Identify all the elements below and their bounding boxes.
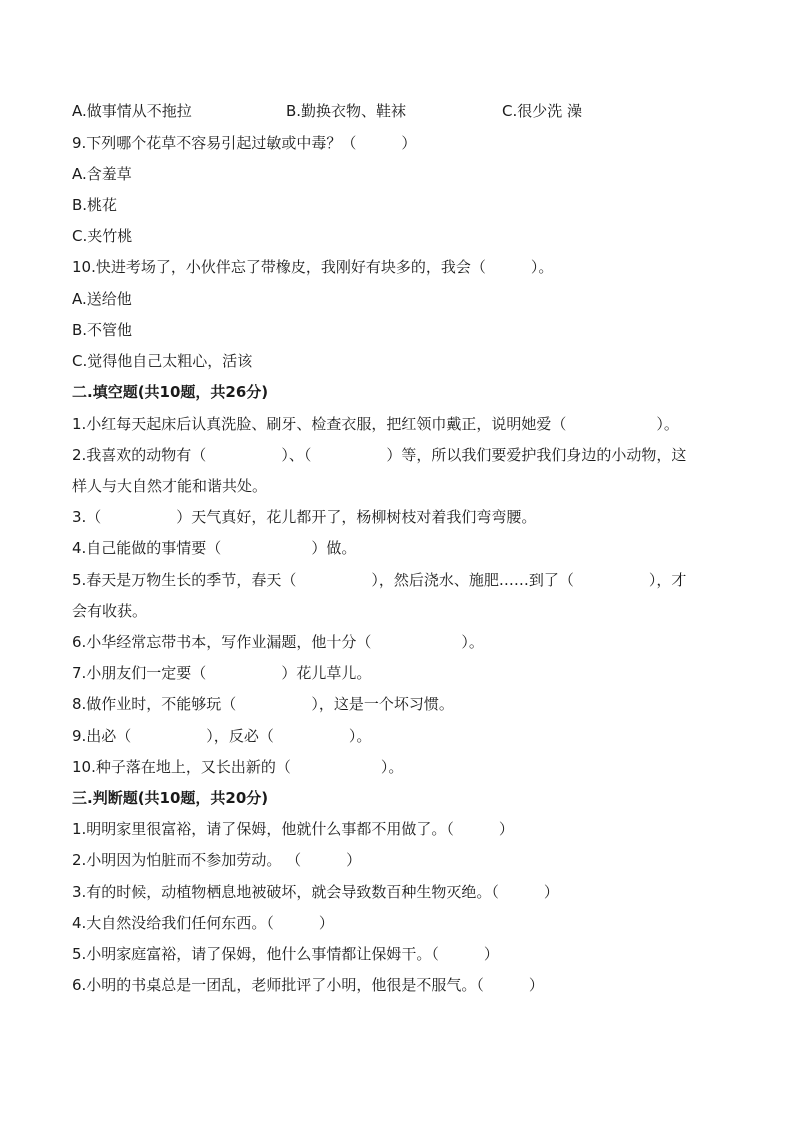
q9-option-b: B.桃花	[72, 196, 118, 214]
fill-q9: 9.出必（ ），反必（ ）。	[72, 727, 372, 745]
fill-q2-continued: 样人与大自然才能和谐共处。	[72, 477, 268, 495]
fill-q7: 7.小朋友们一定要（ ）花儿草儿。	[72, 664, 372, 682]
fill-q10: 10.种子落在地上，又长出新的（ ）。	[72, 758, 404, 776]
tf-q3: 3.有的时候，动植物栖息地被破坏，就会导致数百种生物灭绝。（ ）	[72, 883, 559, 901]
q10-question: 10.快进考场了，小伙伴忘了带橡皮，我刚好有块多的，我会（ ）。	[72, 258, 554, 276]
q8-option-b: B.勤换衣物、鞋袜	[286, 102, 407, 120]
fill-q5: 5.春天是万物生长的季节，春天（ ），然后浇水、施肥……到了（ ），才	[72, 571, 687, 589]
fill-q2: 2.我喜欢的动物有（ ）、（ ）等，所以我们要爱护我们身边的小动物，这	[72, 446, 687, 464]
fill-q1: 1.小红每天起床后认真洗脸、刷牙、检查衣服，把红领巾戴正，说明她爱（ ）。	[72, 415, 679, 433]
fill-q8: 8.做作业时，不能够玩（ ），这是一个坏习惯。	[72, 695, 454, 713]
section-heading-true-false: 三.判断题(共10题，共20分)	[72, 789, 269, 807]
q8-options-row	[72, 101, 724, 121]
tf-q4: 4.大自然没给我们任何东西。（ ）	[72, 914, 334, 932]
q10-option-c: C.觉得他自己太粗心，活该	[72, 352, 253, 370]
fill-q4: 4.自己能做的事情要（ ）做。	[72, 539, 357, 557]
q10-option-b: B.不管他	[72, 321, 133, 339]
q9-option-c: C.夹竹桃	[72, 227, 133, 245]
fill-q3: 3.（ ）天气真好，花儿都开了，杨柳树枝对着我们弯弯腰。	[72, 508, 537, 526]
fill-q5-continued: 会有收获。	[72, 602, 148, 620]
q8-option-c: C.很少洗 澡	[502, 102, 583, 120]
q9-question: 9.下列哪个花草不容易引起过敏或中毒？（ ）	[72, 134, 417, 152]
section-heading-fill-blank: 二.填空题(共10题，共26分)	[72, 383, 269, 401]
q10-option-a: A.送给他	[72, 290, 132, 308]
tf-q2: 2.小明因为怕脏而不参加劳动。 （ ）	[72, 851, 362, 869]
tf-q5: 5.小明家庭富裕，请了保姆，他什么事情都让保姆干。（ ）	[72, 945, 499, 963]
q8-option-a: A.做事情从不拖拉	[72, 102, 192, 120]
tf-q1: 1.明明家里很富裕，请了保姆，他就什么事都不用做了。（ ）	[72, 820, 514, 838]
fill-q6: 6.小华经常忘带书本，写作业漏题，他十分（ ）。	[72, 633, 484, 651]
tf-q6: 6.小明的书桌总是一团乱，老师批评了小明，他很是不服气。（ ）	[72, 976, 544, 994]
q9-option-a: A.含羞草	[72, 165, 132, 183]
